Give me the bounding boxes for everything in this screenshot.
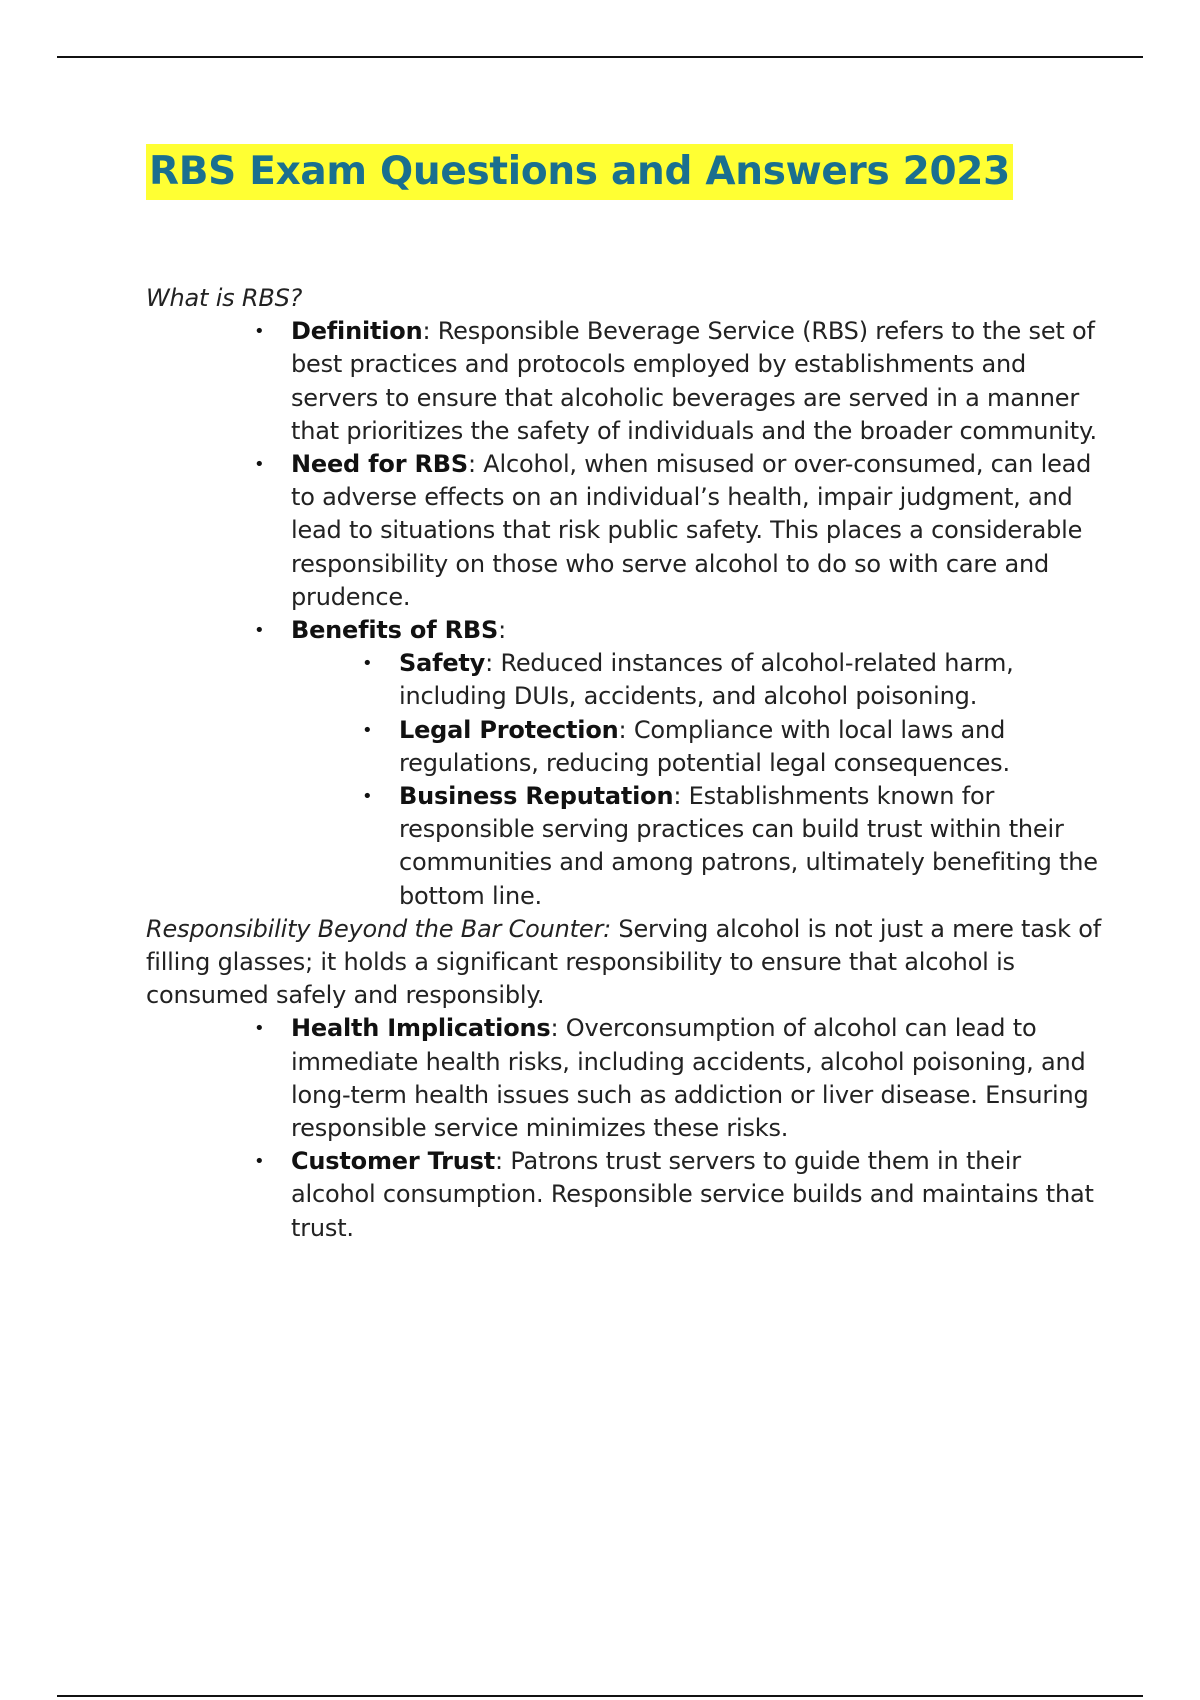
- item-term: Business Reputation: [399, 782, 674, 811]
- page-title: RBS Exam Questions and Answers 2023: [146, 144, 1013, 200]
- top-divider: [57, 56, 1143, 58]
- item-text: : Overconsumption of alcohol can lead to immediate health risks, including accidents, alcohol poisoning, and long-term health issues such as addiction or liver disease. Ensuring responsible service minimizes these risks.: [291, 1014, 1089, 1143]
- list-item-business-reputation: [399, 780, 1106, 913]
- item-text: : Reduced instances of alcohol-related harm, including DUIs, accidents, and alcohol poisoning.: [399, 649, 1014, 711]
- benefits-list: [399, 647, 1106, 913]
- list-item-customer-trust: [291, 1145, 1106, 1245]
- list-item-legal-protection: [399, 714, 1106, 780]
- document-body: [146, 282, 1106, 1245]
- item-term: Legal Protection: [399, 715, 619, 744]
- item-term: Need for RBS: [291, 450, 468, 479]
- item-term: Safety: [399, 649, 486, 678]
- item-text: : Alcohol, when misused or over-consumed, can lead to adverse effects on an individual’s health, impair judgment, and lead to situations that risk public safety. This places a considerable responsibility on those who serve alcohol to do so with care and prudence.: [291, 450, 1092, 611]
- item-text: : Patrons trust servers to guide them in their alcohol consumption. Responsible service builds and maintains that trust.: [291, 1147, 1094, 1242]
- item-text: :: [498, 616, 506, 645]
- rbs-list: [291, 315, 1106, 913]
- list-item-need-for-rbs: [291, 448, 1106, 614]
- title-block: [146, 144, 1013, 200]
- item-term: Health Implications: [291, 1014, 551, 1043]
- list-item-benefits-of-rbs: [291, 614, 1106, 913]
- item-text: : Establishments known for responsible serving practices can build trust within their communities and among patrons, ultimately benefiting the bottom line.: [399, 782, 1098, 910]
- list-item-safety: [399, 647, 1106, 713]
- item-term: Customer Trust: [291, 1147, 496, 1176]
- question-heading: What is RBS?: [146, 284, 303, 312]
- responsibility-paragraph: [146, 913, 1106, 1013]
- list-item-health-implications: [291, 1012, 1106, 1145]
- list-item-definition: [291, 315, 1106, 448]
- item-term: Benefits of RBS: [291, 616, 499, 645]
- responsibility-text: Serving alcohol is not just a mere task of filling glasses; it holds a significant responsibility to ensure that alcohol is consumed safely and responsibly.: [146, 914, 1101, 1010]
- responsibility-lead: Responsibility Beyond the Bar Counter:: [146, 914, 611, 943]
- bottom-divider: [57, 1695, 1143, 1697]
- responsibility-list: [291, 1012, 1106, 1244]
- item-text: : Responsible Beverage Service (RBS) refers to the set of best practices and protocols employed by establishments and servers to ensure that alcoholic beverages are served in a manner that prioritizes the safety of individuals and the broader community.: [291, 317, 1097, 445]
- item-text: : Compliance with local laws and regulations, reducing potential legal consequences.: [399, 715, 1010, 777]
- item-term: Definition: [291, 317, 423, 346]
